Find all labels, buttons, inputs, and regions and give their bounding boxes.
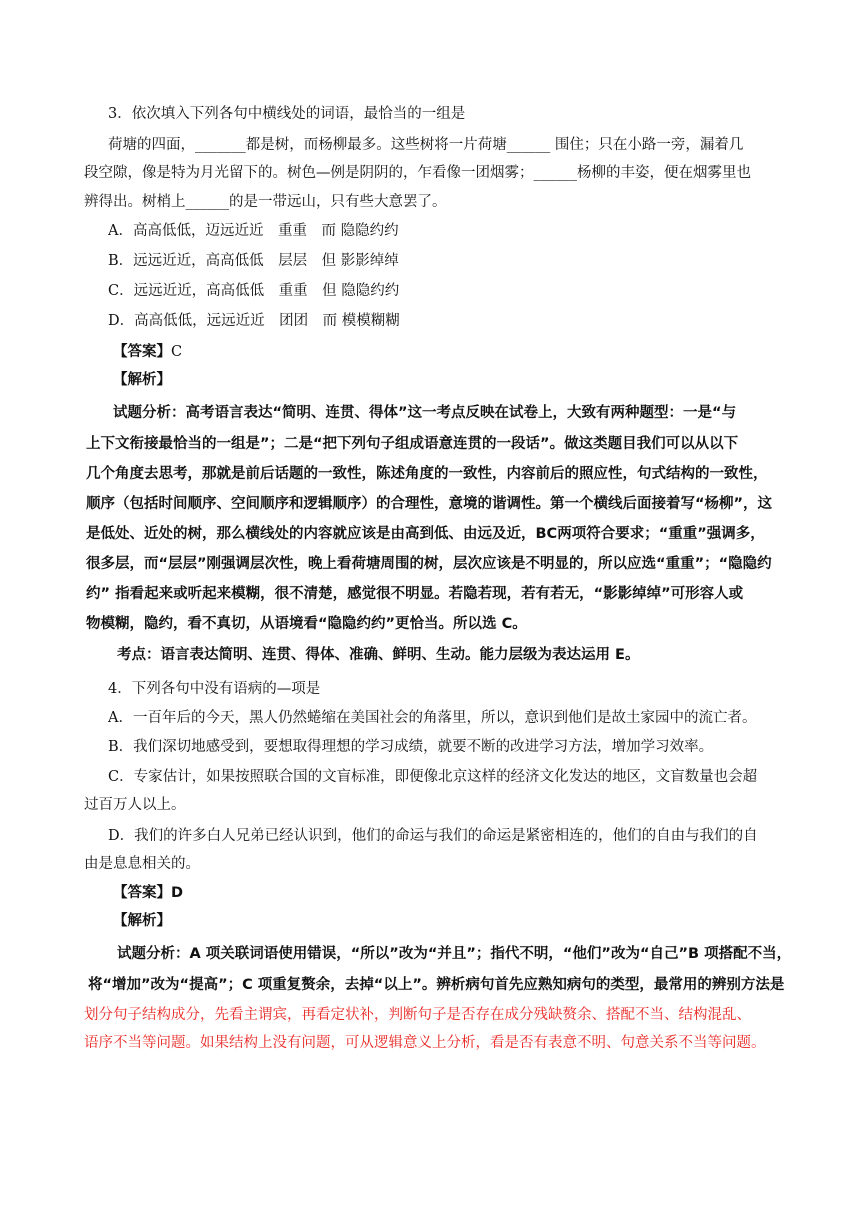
q4-analysis-line: 试题分析：A 项关联词语使用错误，“所以”改为“并且”；指代不明，“他们”改为“自己”B 项搭配不当， <box>117 946 792 962</box>
q3-analysis-line: 是低处、近处的树，那么横线处的内容就应该是由高到低、由远及近，BC两项符合要求；“重重”强调多， <box>86 526 765 542</box>
q3-stem: 3．依次填入下列各句中横线处的词语，最恰当的一组是 <box>108 106 466 122</box>
answer-label: 【答案】 <box>113 885 171 901</box>
q3-analysis-line: 约” 指看起来或听起来模糊，很不清楚，感觉很不明显。若隐若现，若有若无，“影影绰绰”可形容人或 <box>86 586 744 602</box>
answer-value: C <box>171 344 183 360</box>
q3-analysis-line: 物模糊，隐约，看不真切，从语境看“隐隐约约”更恰当。所以选 C。 <box>86 616 527 632</box>
q4-answer <box>113 883 820 903</box>
q3-passage-line: 辨得出。树梢上______的是一带远山，只有些大意罢了。 <box>84 194 447 210</box>
q4-analysis-red-line: 语序不当等问题。如果结构上没有问题，可从逻辑意义上分析，看是否有表意不明、句意关系不当等问题。 <box>84 1035 766 1051</box>
q4-stem: 4．下列各句中没有语病的—项是 <box>108 681 321 697</box>
q3-option-c: C．远远近近，高高低低 重重 但 隐隐约约 <box>108 283 400 299</box>
q4-option-b: B．我们深切地感受到，要想取得理想的学习成绩，就要不断的改进学习方法，增加学习效率。 <box>108 739 714 755</box>
q4-option-d: D．我们的许多白人兄弟已经认识到，他们的命运与我们的命运是紧密相连的，他们的自由与我们的自 <box>108 828 758 844</box>
q3-passage-line: 荷塘的四面，_______都是树，而杨柳最多。这些树将一片荷塘______ 围住；只在小路一旁，漏着几 <box>108 137 744 153</box>
q3-analysis-line: 上下文衔接最恰当的一组是”；二是“把下列句子组成语意连贯的一段话”。做这类题目我们可以从以下 <box>86 436 739 452</box>
q3-answer <box>113 342 820 362</box>
q3-passage-line: 段空隙，像是特为月光留下的。树色—例是阴阴的，乍看像一团烟雾；______杨柳的丰姿，便在烟雾里也 <box>84 165 751 181</box>
q4-option-d-cont: 由是息息相关的。 <box>84 856 200 872</box>
q3-kaodian: 考点：语言表达简明、连贯、得体、准确、鲜明、生动。能力层级为表达运用 E。 <box>117 647 640 663</box>
q3-option-b: B．远远近近，高高低低 层层 但 影影绰绰 <box>108 253 399 269</box>
q3-analysis-label: 【解析】 <box>113 372 171 388</box>
q4-analysis-label: 【解析】 <box>113 913 171 929</box>
q3-analysis-line: 几个角度去思考，那就是前后话题的一致性，陈述角度的一致性，内容前后的照应性，句式结构的一致性， <box>86 466 768 482</box>
q3-option-a: A．高高低低，迈远近近 重重 而 隐隐约约 <box>108 223 399 239</box>
q3-analysis-line: 试题分析：高考语言表达“简明、连贯、得体”这一考点反映在试卷上，大致有两种题型：一是“与 <box>113 405 737 421</box>
q3-analysis-line: 顺序（包括时间顺序、空间顺序和逻辑顺序）的合理性，意境的谐调性。第一个横线后面接着写“杨柳”，这 <box>86 496 773 512</box>
answer-value: D <box>171 885 184 901</box>
q4-option-a: A．一百年后的今天，黑人仍然蜷缩在美国社会的角落里，所以，意识到他们是故土家园中的流亡者。 <box>108 710 757 726</box>
q4-option-c: C．专家估计，如果按照联合国的文盲标准，即便像北京这样的经济文化发达的地区，文盲数量也会超 <box>108 769 758 785</box>
q4-analysis-line: 将“增加”改为“提高”；C 项重复赘余，去掉“以上”。辨析病句首先应熟知病句的类型，最常用的辨别方法是 <box>88 977 785 993</box>
q4-analysis-red-line: 划分句子结构成分，先看主谓宾，再看定状补，判断句子是否存在成分残缺赘余、搭配不当、结构混乱、 <box>84 1007 751 1023</box>
q4-option-c-cont: 过百万人以上。 <box>84 797 186 813</box>
q3-analysis-line: 很多层，而“层层”刚强调层次性，晚上看荷塘周围的树，层次应该是不明显的，所以应选“重重”；“隐隐约 <box>86 556 772 572</box>
answer-label: 【答案】 <box>113 344 171 360</box>
q3-option-d: D．高高低低，远远近近 团团 而 模模糊糊 <box>108 313 400 329</box>
